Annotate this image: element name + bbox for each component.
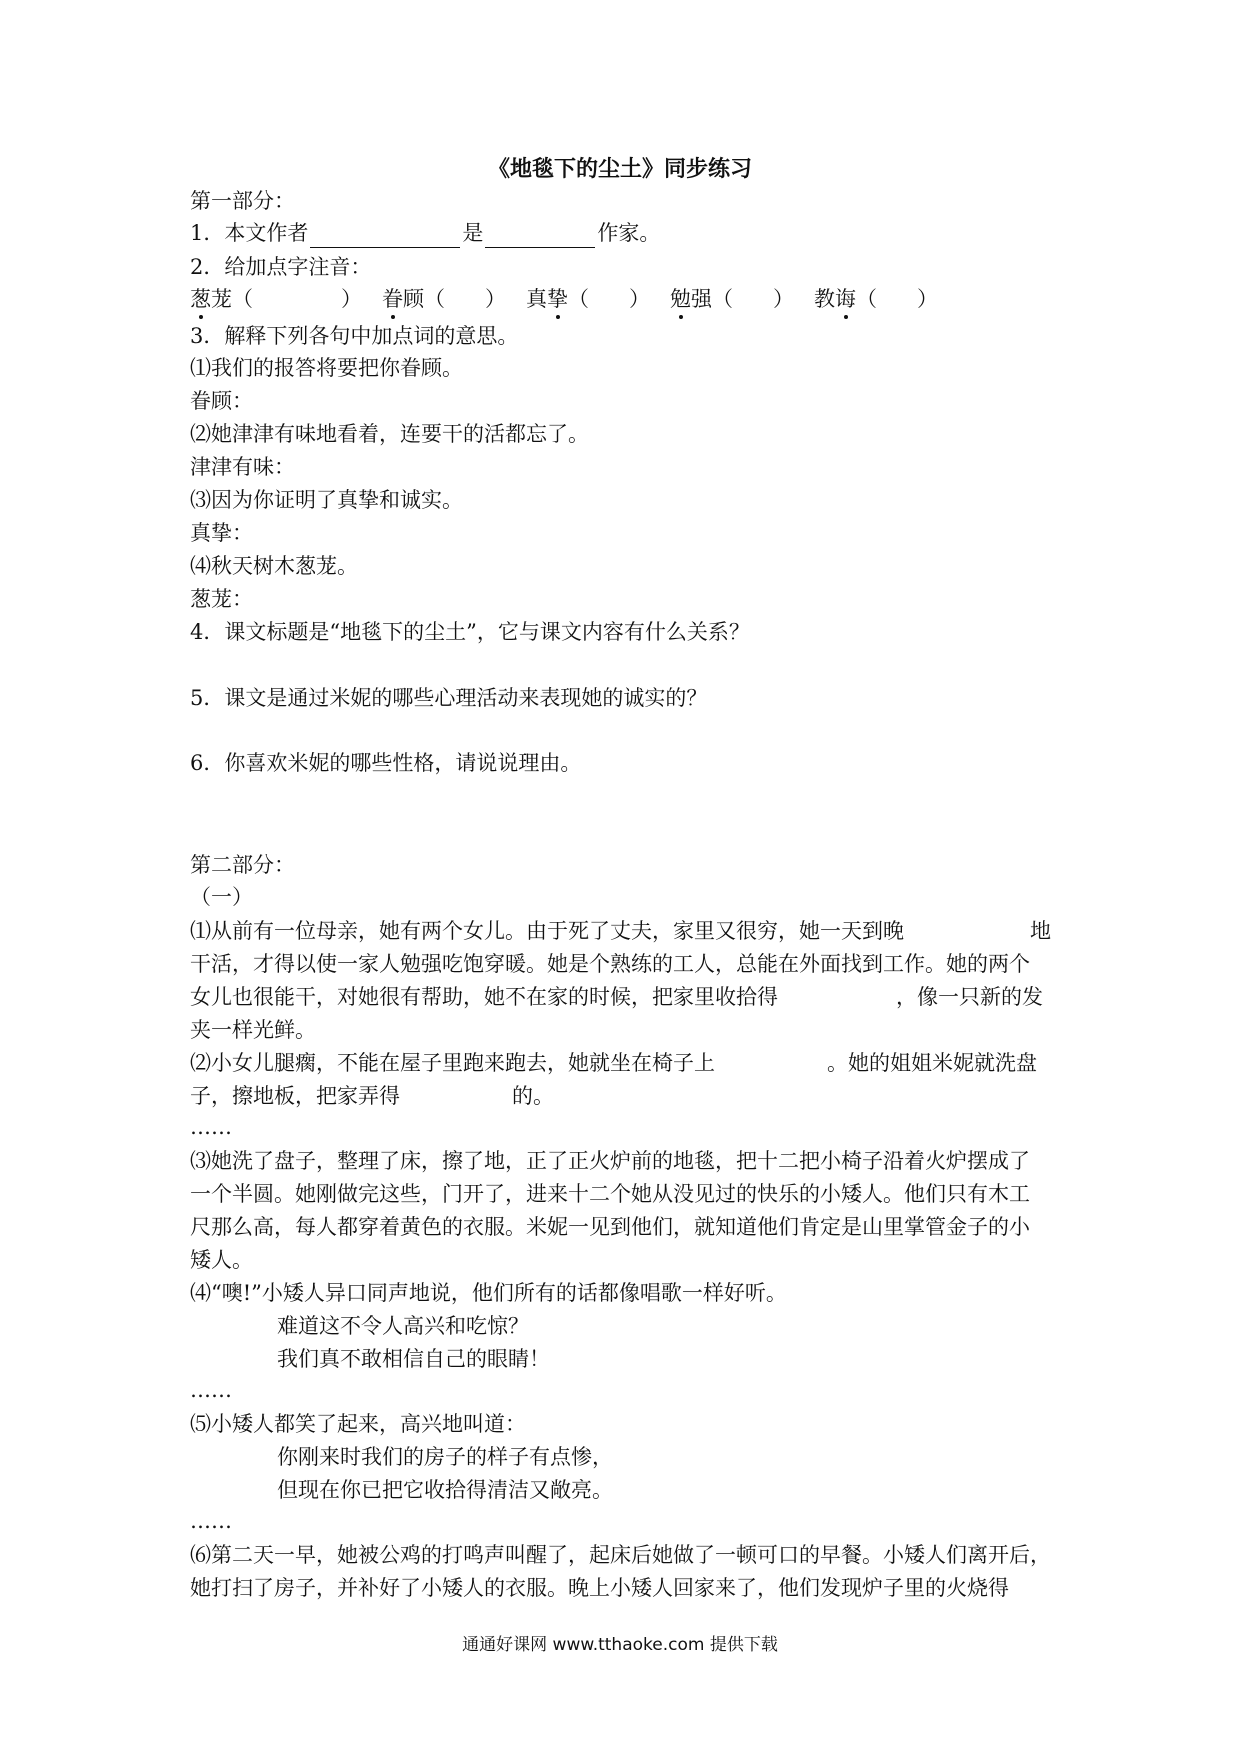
nationality-blank[interactable] bbox=[485, 223, 595, 248]
part1-heading: 第一部分： bbox=[190, 189, 295, 213]
question-6: 6．你喜欢米妮的哪些性格，请说说理由。 bbox=[190, 751, 582, 775]
pinyin-item: 真挚（ ） bbox=[526, 287, 650, 311]
paragraph-5-verse-1: 你刚来时我们的房子的样子有点惨， bbox=[277, 1445, 613, 1469]
paragraph-5-verse-2: 但现在你已把它收拾得清洁又敞亮。 bbox=[277, 1478, 613, 1502]
page-footer: 通通好课网 www.tthaoke.com 提供下载 bbox=[462, 1635, 778, 1655]
question-3: 3．解释下列各句中加点词的意思。 bbox=[190, 324, 519, 348]
paragraph-4-verse-2: 我们真不敢相信自己的眼睛！ bbox=[277, 1347, 550, 1371]
section-one-label: （一） bbox=[190, 885, 253, 909]
paragraph-1-line-2: 干活，才得以使一家人勉强吃饱穿暖。她是个熟练的工人，总能在外面找到工作。她的两个 bbox=[190, 952, 1030, 976]
author-blank[interactable] bbox=[310, 223, 460, 248]
paragraph-2-line-1: ⑵小女儿腿瘸，不能在屋子里跑来跑去，她就坐在椅子上 。她的姐姐米妮就洗盘 bbox=[190, 1051, 1037, 1075]
answer-3-2: 津津有味： bbox=[190, 455, 295, 479]
question-4: 4．课文标题是“地毯下的尘土”，它与课文内容有什么关系？ bbox=[190, 620, 750, 644]
ellipsis: …… bbox=[190, 1115, 232, 1139]
answer-3-3: 真挚： bbox=[190, 521, 253, 545]
paragraph-4-line-1: ⑷“噢!”小矮人异口同声地说，他们所有的话都像唱歌一样好听。 bbox=[190, 1281, 787, 1305]
paragraph-1-line-4: 夹一样光鲜。 bbox=[190, 1018, 316, 1042]
question-3-3: ⑶因为你证明了真挚和诚实。 bbox=[190, 488, 463, 512]
paragraph-5-line-1: ⑸小矮人都笑了起来，高兴地叫道： bbox=[190, 1412, 526, 1436]
paragraph-3-line-1: ⑶她洗了盘子，整理了床，擦了地，正了正火炉前的地毯，把十二把小椅子沿着火炉摆成了 bbox=[190, 1149, 1030, 1173]
pinyin-item: 葱茏（ ） bbox=[190, 287, 362, 311]
paragraph-2-line-2: 子，擦地板，把家弄得 的。 bbox=[190, 1084, 554, 1108]
paragraph-3-line-4: 矮人。 bbox=[190, 1248, 253, 1272]
answer-3-4: 葱茏： bbox=[190, 587, 253, 611]
paragraph-1-line-1: ⑴从前有一位母亲，她有两个女儿。由于死了丈夫，家里又很穷，她一天到晚 bbox=[190, 919, 904, 943]
paragraph-1-line-3: 女儿也很能干，对她很有帮助，她不在家的时候，把家里收拾得 ，像一只新的发 bbox=[190, 985, 1043, 1009]
question-3-4: ⑷秋天树木葱茏。 bbox=[190, 554, 358, 578]
paragraph-1-line-1-end: 地 bbox=[1030, 919, 1051, 943]
paragraph-4-verse-1: 难道这不令人高兴和吃惊？ bbox=[277, 1314, 529, 1338]
pinyin-item: 眷顾（ ） bbox=[382, 287, 506, 311]
answer-3-1: 眷顾： bbox=[190, 389, 253, 413]
document-title: 《地毯下的尘土》同步练习 bbox=[487, 157, 752, 182]
pinyin-item: 教诲（ ） bbox=[814, 287, 938, 311]
question-3-2: ⑵她津津有味地看着，连要干的活都忘了。 bbox=[190, 422, 589, 446]
paragraph-6-line-1: ⑹第二天一早，她被公鸡的打鸣声叫醒了，起床后她做了一顿可口的早餐。小矮人们离开后， bbox=[190, 1543, 1051, 1567]
paragraph-3-line-3: 尺那么高，每人都穿着黄色的衣服。米妮一见到他们，就知道他们肯定是山里掌管金子的小 bbox=[190, 1215, 1030, 1239]
question-2: 2．给加点字注音： bbox=[190, 255, 372, 279]
question-1: 1．本文作者 是 作家。 bbox=[190, 218, 660, 248]
question-3-1: ⑴我们的报答将要把你眷顾。 bbox=[190, 356, 463, 380]
ellipsis: …… bbox=[190, 1378, 232, 1402]
question-5: 5．课文是通过米妮的哪些心理活动来表现她的诚实的？ bbox=[190, 686, 708, 710]
ellipsis: …… bbox=[190, 1509, 232, 1533]
part2-heading: 第二部分： bbox=[190, 853, 295, 877]
paragraph-6-line-2: 她打扫了房子，并补好了小矮人的衣服。晚上小矮人回家来了，他们发现炉子里的火烧得 bbox=[190, 1576, 1009, 1600]
paragraph-3-line-2: 一个半圆。她刚做完这些，门开了，进来十二个她从没见过的快乐的小矮人。他们只有木工 bbox=[190, 1182, 1030, 1206]
pinyin-item: 勉强（ ） bbox=[670, 287, 794, 311]
pinyin-row bbox=[190, 284, 938, 314]
